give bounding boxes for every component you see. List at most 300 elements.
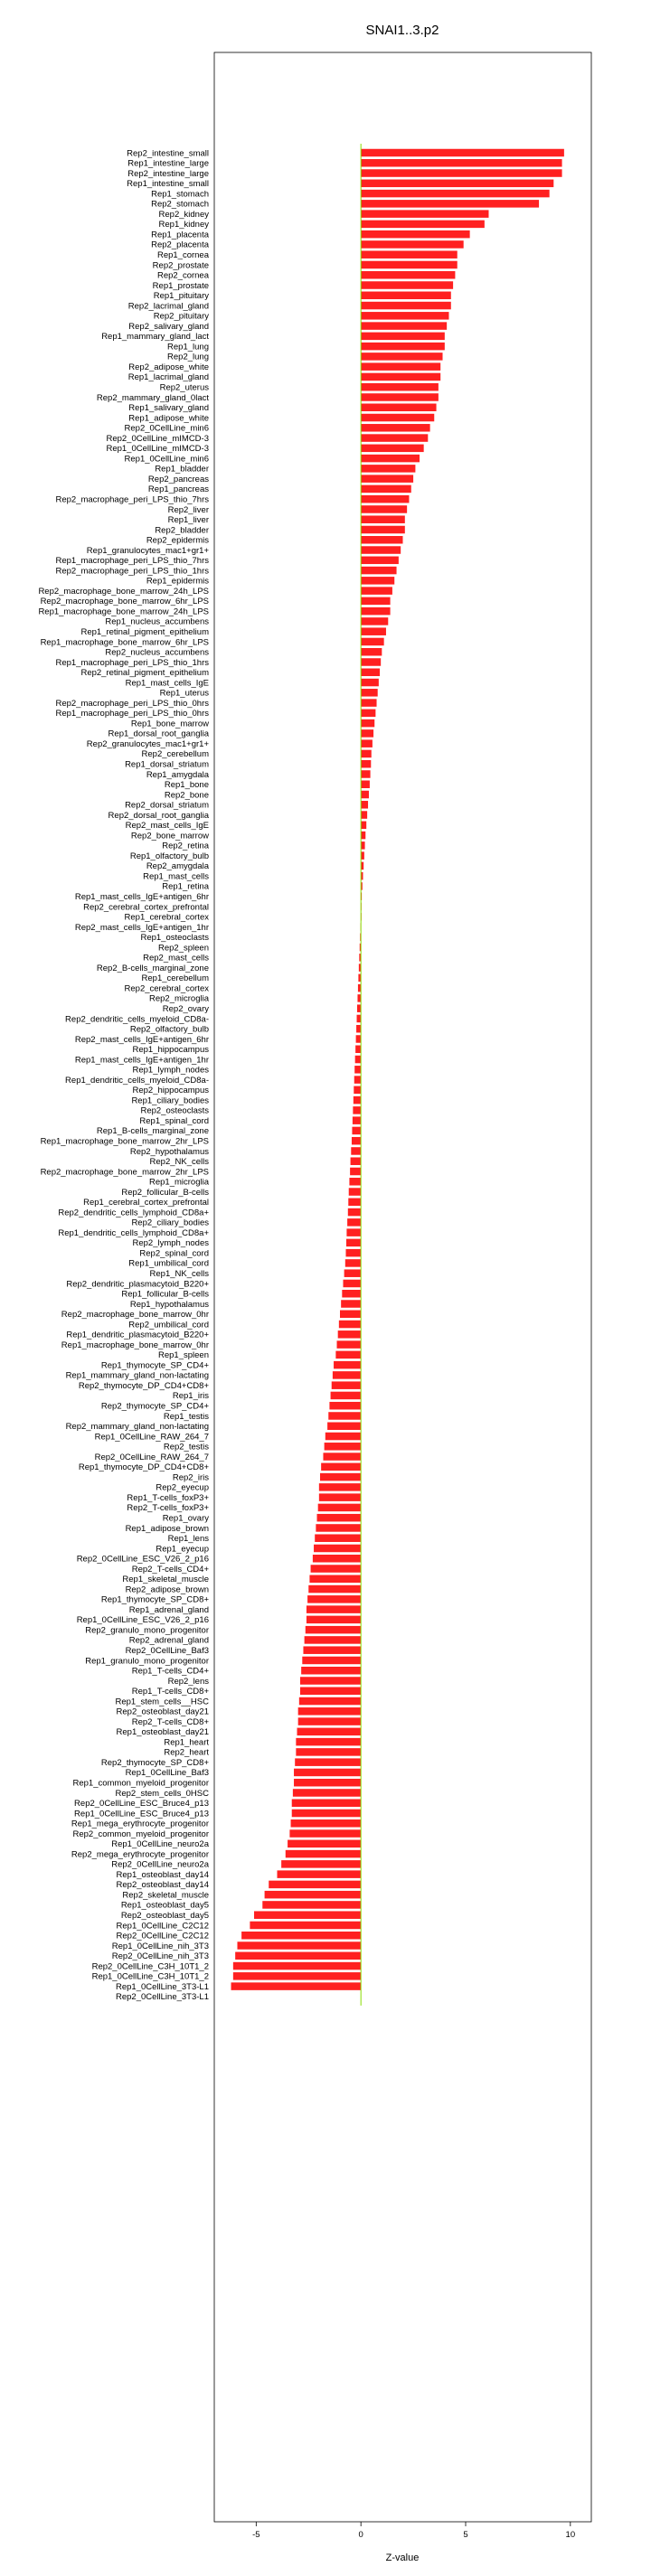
category-label: Rep2_mast_cells_IgE+antigen_1hr [74,922,209,933]
category-label: Rep2_olfactory_bulb [129,1024,209,1035]
category-label: Rep2_mast_cells_IgE [125,821,209,832]
bar [313,1555,361,1563]
bar [318,1504,361,1512]
bar [361,240,464,249]
category-label: Rep2_spleen [158,943,209,954]
category-label: Rep2_lens [167,1676,209,1687]
bar [291,1819,362,1828]
category-label: Rep1_mammary_gland_lact [101,332,209,343]
bar [361,607,390,616]
bar [361,780,370,788]
category-label: Rep2_thymocyte_SP_CD4+ [100,1401,209,1412]
category-label: Rep1_macrophage_bone_marrow_24h_LPS [38,606,209,617]
category-label: Rep1_dendritic_cells_lymphoid_CD8a+ [58,1227,209,1238]
category-label: Rep1_thymocyte_SP_CD4+ [100,1360,209,1371]
category-label: Rep1_osteoblast_day14 [116,1869,209,1880]
x-tick-label: 10 [565,2530,576,2540]
category-label: Rep1_dendritic_cells_myeloid_CD8a- [65,1075,209,1086]
bar [327,1423,361,1431]
bar [241,1932,361,1940]
category-label: Rep2_thymocyte_SP_CD8+ [100,1757,209,1768]
bar [321,1463,361,1471]
category-label: Rep2_granulocytes_mac1+gr1+ [86,738,209,749]
bar [354,1086,361,1095]
category-label: Rep2_bone_marrow [130,831,209,841]
category-label: Rep1_heart [164,1737,209,1748]
category-label: Rep2_bone [164,790,209,801]
category-label: Rep2_lymph_nodes [132,1238,209,1249]
bar [351,1147,361,1155]
bar [347,1218,361,1227]
category-label: Rep2_lung [167,352,209,362]
bar [361,841,364,850]
bar [361,292,451,300]
bar [308,1585,361,1594]
x-tick-label: 0 [358,2530,363,2540]
category-label: Rep1_granulocytes_mac1+gr1+ [86,545,209,556]
bar [296,1748,361,1756]
category-label: Rep2_stem_cells_0HSC [115,1788,209,1799]
bar [339,1321,361,1329]
bar [357,1004,361,1012]
category-label: Rep1_NK_cells [149,1269,209,1279]
bar [340,1311,361,1319]
bar [348,1208,361,1217]
bar [353,1106,361,1114]
category-label: Rep1_macrophage_peri_LPS_thio_1hrs [55,657,209,668]
category-label: Rep1_0CellLine_nih_3T3 [111,1941,209,1951]
category-label: Rep2_cerebellum [141,749,209,760]
category-label: Rep1_pituitary [153,291,209,302]
bar [302,1657,361,1665]
category-label: Rep1_osteoblast_day21 [116,1727,209,1738]
bar [361,658,381,666]
bar [361,801,368,809]
category-label: Rep1_kidney [158,220,209,230]
category-label: Rep1_epidermis [146,576,209,587]
bar [361,627,386,635]
category-label: Rep1_0CellLine_ESC_V26_2_p16 [76,1615,209,1626]
bar [361,710,375,718]
category-label: Rep2_T-cells_CD4+ [131,1564,209,1575]
bar [354,1096,361,1105]
bar [294,1769,361,1777]
bar [357,994,361,1002]
category-label: Rep1_stomach [151,189,209,200]
bar [361,230,469,239]
bar [361,455,420,463]
bar [361,770,370,778]
bar [361,434,428,442]
category-label: Rep1_retina [162,881,209,892]
bar [361,281,453,289]
category-label: Rep1_ovary [162,1513,209,1524]
category-label: Rep1_mast_cells_IgE [125,678,209,689]
category-label: Rep2_T-cells_foxP3+ [127,1503,209,1514]
bar [333,1371,361,1379]
bar [361,343,445,351]
bar [361,617,388,625]
bar [300,1688,361,1696]
category-label: Rep1_mammary_gland_non-lactating [65,1370,209,1381]
category-label: Rep2_0CellLine_C2C12 [116,1931,209,1941]
bar [332,1381,361,1389]
bar [361,250,458,259]
category-label: Rep2_testis [163,1442,209,1453]
bar [305,1636,362,1644]
category-label: Rep2_dendritic_plasmacytoid_B220+ [66,1279,209,1290]
bar [361,689,378,697]
category-label: Rep2_microglia [148,993,209,1004]
bar [361,729,373,738]
category-label: Rep1_0CellLine_RAW_264_7 [94,1432,209,1443]
category-label: Rep1_spleen [158,1350,209,1361]
category-label: Rep2_osteoblast_day21 [116,1706,209,1717]
category-label: Rep2_dorsal_root_ganglia [108,810,209,821]
bar [338,1330,361,1339]
category-label: Rep2_iris [172,1472,209,1483]
category-label: Rep2_eyecup [156,1482,209,1493]
bar [298,1707,362,1716]
category-label: Rep1_mast_cells_IgE+antigen_6hr [74,892,209,903]
bar [357,1015,362,1023]
bar [231,1982,362,1990]
bar [233,1962,361,1970]
category-label: Rep1_mast_cells_IgE+antigen_1hr [74,1055,209,1066]
category-label: Rep2_osteoblast_day14 [116,1880,209,1891]
bar [361,485,411,494]
category-label: Rep2_mast_cells_IgE+antigen_6hr [74,1034,209,1045]
category-label: Rep2_B-cells_marginal_zone [96,963,209,973]
bar [361,261,458,269]
bar [361,221,485,229]
bar [300,1677,361,1685]
category-label: Rep1_lacrimal_gland [127,372,209,383]
category-label: Rep1_lens [167,1534,209,1545]
category-label: Rep1_bone [164,780,209,791]
bar [319,1483,361,1491]
bar [303,1646,361,1654]
category-label: Rep1_dendritic_plasmacytoid_B220+ [66,1330,209,1340]
bar [361,638,383,646]
plot-frame [214,52,591,2522]
category-label: Rep2_hippocampus [132,1086,209,1096]
bar [265,1891,362,1899]
bar [349,1188,361,1196]
bar [361,302,451,310]
category-label: Rep1_follicular_B-cells [121,1289,209,1300]
bar [293,1789,361,1797]
category-label: Rep1_hypothalamus [129,1299,209,1310]
bar [361,149,564,157]
bar [348,1199,361,1207]
bar [329,1402,361,1410]
category-label: Rep1_retinal_pigment_epithelium [80,626,209,637]
bar [295,1758,361,1766]
bar [361,791,369,799]
bar [361,414,434,422]
category-label: Rep1_prostate [152,280,209,291]
bar [355,1046,361,1054]
category-label: Rep1_0CellLine_C2C12 [116,1921,209,1932]
category-label: Rep2_dendritic_cells_myeloid_CD8a- [65,1014,209,1025]
bar [361,515,405,523]
category-label: Rep2_retina [162,841,209,851]
category-label: Rep1_stem_cells__HSC [115,1697,209,1707]
bar [361,526,405,534]
bar [337,1340,362,1349]
bar [315,1534,361,1542]
bar [254,1911,361,1919]
category-label: Rep1_macrophage_bone_marrow_6hr_LPS [40,637,209,648]
category-label: Rep1_spinal_cord [139,1115,209,1126]
category-label: Rep1_bone_marrow [130,719,209,729]
category-label: Rep2_pituitary [153,311,209,322]
category-label: Rep1_cerebral_cortex [124,912,209,923]
bar [298,1717,362,1725]
bar [361,567,396,575]
category-label: Rep1_cornea [156,250,209,260]
category-label: Rep2_thymocyte_DP_CD4+CD8+ [78,1380,209,1391]
category-label: Rep2_adipose_brown [125,1584,209,1595]
bar [361,536,402,544]
bar [361,546,401,554]
category-label: Rep2_amygdala [146,861,209,872]
category-label: Rep2_retinal_pigment_epithelium [80,668,209,679]
category-label: Rep2_0CellLine_RAW_264_7 [94,1452,209,1462]
bar [361,159,561,167]
x-tick-label: -5 [252,2530,260,2540]
category-label: Rep1_bladder [155,464,209,475]
category-label: Rep2_bladder [155,525,209,536]
bar [354,1066,361,1074]
bar [361,648,382,656]
bar [307,1605,361,1613]
bar [361,333,445,341]
category-label: Rep2_hypothalamus [129,1146,209,1157]
bar [325,1443,362,1451]
category-label: Rep2_macrophage_bone_marrow_0hr [61,1310,209,1321]
bar [361,679,379,687]
bar [346,1228,361,1236]
bar [354,1076,361,1084]
bar [361,669,380,677]
category-label: Rep2_0CellLine_ESC_V26_2_p16 [76,1554,209,1565]
category-label: Rep2_umbilical_cord [128,1320,209,1330]
category-label: Rep1_macrophage_bone_marrow_0hr [61,1340,209,1350]
category-label: Rep1_liver [167,515,209,526]
bar [350,1168,361,1176]
category-label: Rep2_0CellLine_min6 [124,423,209,434]
category-label: Rep1_0CellLine_neuro2a [111,1839,209,1850]
bar [345,1259,361,1267]
bar [296,1738,361,1746]
category-label: Rep2_macrophage_peri_LPS_thio_7hrs [55,494,209,505]
bar [342,1290,361,1298]
bar [361,383,439,391]
bar [250,1922,361,1930]
category-label: Rep2_mammary_gland_0lact [96,392,209,403]
category-label: Rep1_iris [172,1391,209,1402]
bar [356,1035,362,1043]
bar [349,1178,361,1186]
bar [361,750,372,758]
category-label: Rep2_liver [167,504,209,515]
bar [346,1239,361,1247]
category-label: Rep2_dendritic_cells_lymphoid_CD8a+ [58,1208,209,1218]
bars-group [231,149,564,1990]
category-label: Rep1_0CellLine_Baf3 [125,1768,209,1779]
bar [306,1626,361,1634]
bar [269,1881,361,1889]
category-label: Rep1_macrophage_peri_LPS_thio_0hrs [55,709,209,719]
category-label: Rep1_osteoblast_day5 [120,1900,209,1911]
category-label: Rep1_macrophage_peri_LPS_thio_7hrs [55,556,209,567]
bar [323,1453,361,1461]
bar [361,739,373,747]
category-label: Rep1_macrophage_bone_marrow_2hr_LPS [40,1136,209,1147]
category-label: Rep2_0CellLine_C3H_10T1_2 [91,1961,209,1972]
category-label: Rep2_mega_erythrocyte_progenitor [71,1849,209,1860]
category-label: Rep1_thymocyte_DP_CD4+CD8+ [78,1462,209,1473]
category-label: Rep2_0CellLine_Baf3 [125,1645,209,1656]
category-label: Rep2_lacrimal_gland [127,301,209,312]
category-label: Rep1_salivary_gland [128,403,209,414]
bar [289,1829,361,1838]
bar [345,1249,361,1257]
category-label: Rep1_hippocampus [132,1045,209,1056]
bar [335,1351,361,1359]
category-label: Rep2_0CellLine_nih_3T3 [111,1951,209,1962]
bar [361,822,366,830]
bar [299,1697,361,1706]
bar [297,1728,362,1736]
category-label: Rep2_granulo_mono_progenitor [85,1625,209,1636]
bar [301,1667,361,1675]
chart-title: SNAI1..3.p2 [365,23,439,38]
bar [361,832,365,840]
bar [361,465,415,473]
category-label: Rep1_cerebellum [141,973,209,984]
bar [355,1056,361,1064]
bar [343,1280,361,1288]
category-label: Rep2_cornea [156,270,209,281]
bar [356,1025,361,1033]
category-label: Rep1_testis [163,1411,209,1422]
category-label: Rep1_adrenal_gland [128,1604,209,1615]
bar [317,1514,362,1522]
category-label: Rep1_common_myeloid_progenitor [72,1778,209,1789]
bar [334,1361,361,1369]
bar [331,1392,362,1400]
bar [292,1810,361,1818]
category-label: Rep1_0CellLine_C3H_10T1_2 [91,1971,209,1982]
category-label: Rep1_placenta [151,230,209,240]
bar [361,851,364,860]
category-label: Rep2_common_myeloid_progenitor [72,1829,209,1839]
bar [361,760,371,768]
category-label: Rep2_mammary_gland_non-lactating [65,1422,209,1433]
bar [361,587,392,595]
category-label: Rep2_osteoclasts [140,1105,209,1116]
category-label: Rep2_NK_cells [149,1157,209,1168]
category-label: Rep1_pancreas [147,484,209,495]
bar [344,1269,362,1277]
category-label: Rep2_ovary [162,1003,209,1014]
category-label: Rep2_macrophage_bone_marrow_24h_LPS [38,586,209,597]
category-label: Rep1_T-cells_foxP3+ [127,1492,209,1503]
category-label: Rep1_thymocyte_SP_CD8+ [100,1594,209,1605]
bar [286,1850,361,1857]
category-label: Rep2_0CellLine_neuro2a [111,1859,209,1870]
category-label: Rep1_0CellLine_ESC_Bruce4_p13 [74,1809,209,1819]
x-axis-ticks-group [252,2522,575,2540]
category-label: Rep2_cerebral_cortex [124,983,209,994]
category-label: Rep1_ciliary_bodies [131,1095,209,1106]
category-label: Rep1_umbilical_cord [128,1258,209,1269]
bar [361,322,447,330]
category-label: Rep1_skeletal_muscle [122,1575,209,1585]
category-label: Rep1_B-cells_marginal_zone [96,1126,209,1137]
bar [361,393,439,401]
bar [361,475,413,483]
bar [353,1116,361,1124]
category-label: Rep1_intestine_large [127,158,209,169]
category-label: Rep2_dorsal_striatum [125,800,209,811]
category-label: Rep2_intestine_small [127,148,209,159]
bar [361,597,390,606]
bar [309,1575,361,1584]
bar [361,495,409,503]
category-label: Rep2_adrenal_gland [128,1635,209,1646]
category-labels-group [38,148,209,2002]
category-label: Rep1_cerebral_cortex_prefrontal [83,1198,209,1208]
bar [311,1565,362,1573]
bar [326,1433,361,1441]
bar [361,404,436,412]
bar [361,312,448,320]
category-label: Rep2_macrophage_bone_marrow_6hr_LPS [40,597,209,607]
bar [361,699,376,707]
category-label: Rep1_0CellLine_min6 [124,454,209,465]
category-label: Rep2_epidermis [146,535,209,546]
category-label: Rep1_mast_cells [143,871,209,882]
category-label: Rep2_heart [164,1747,209,1758]
category-label: Rep2_placenta [151,240,209,250]
bar [361,577,394,585]
category-label: Rep2_kidney [158,209,209,220]
bar [235,1952,361,1960]
category-label: Rep1_adipose_brown [125,1523,209,1534]
category-label: Rep2_0CellLine_mIMCD-3 [106,433,209,444]
category-label: Rep2_prostate [152,260,209,271]
bar [294,1779,361,1787]
category-label: Rep1_0CellLine_3T3-L1 [116,1981,209,1992]
category-label: Rep2_ciliary_bodies [131,1217,209,1228]
category-label: Rep2_skeletal_muscle [122,1890,209,1901]
bar [316,1524,361,1532]
bar [361,200,539,208]
bar [281,1860,361,1868]
category-label: Rep1_uterus [159,688,209,699]
bar [361,424,429,432]
category-label: Rep1_0CellLine_mIMCD-3 [106,444,209,455]
bar [288,1840,361,1848]
category-label: Rep2_T-cells_CD8+ [131,1716,209,1727]
bar [233,1972,361,1980]
category-label: Rep2_pancreas [147,474,209,484]
category-label: Rep1_adipose_white [128,413,209,424]
